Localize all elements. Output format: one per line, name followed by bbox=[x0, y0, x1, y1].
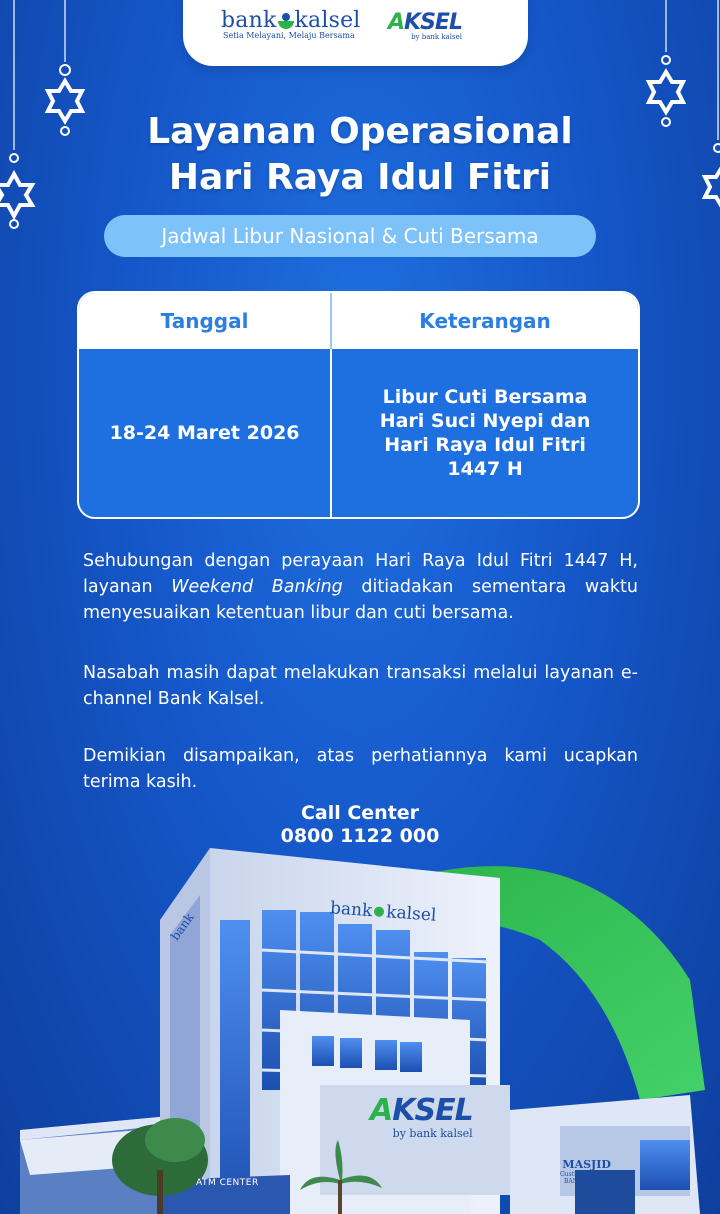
building-aksel-rest: KSEL bbox=[392, 1093, 473, 1128]
call-center-label: Call Center bbox=[300, 802, 420, 824]
masjid-sign-sub: Gusti bank Kalsel bbox=[560, 1171, 614, 1178]
aksel-logo-sub: by bank kalsel bbox=[411, 33, 462, 41]
logo-tab bbox=[183, 0, 528, 66]
table-header bbox=[79, 293, 638, 349]
description-line: 1447 H bbox=[447, 458, 523, 480]
weekend-banking-emphasis: Weekend Banking bbox=[171, 577, 343, 597]
header-tanggal: Tanggal bbox=[79, 293, 332, 349]
description-line: Libur Cuti Bersama bbox=[382, 386, 588, 408]
logo-mark-icon bbox=[374, 906, 385, 917]
paragraph-closing: Demikian disampaikan, atas perhatiannya kami ucapkan terima kasih. bbox=[83, 746, 638, 792]
paragraph-echannel: Nasabah masih dapat melakukan transaksi melalui layanan e-channel Bank Kalsel. bbox=[83, 663, 638, 709]
aksel-logo-rest: KSEL bbox=[404, 10, 462, 35]
paragraph-weekend-banking bbox=[83, 548, 638, 626]
masjid-sign bbox=[560, 1158, 613, 1185]
bank-building-illustration bbox=[0, 840, 720, 1214]
description-line: Hari Raya Idul Fitri bbox=[384, 434, 586, 456]
building-aksel-a: A bbox=[370, 1093, 393, 1128]
bank-kalsel-logo-right: kalsel bbox=[294, 8, 361, 33]
schedule-table bbox=[77, 291, 640, 519]
aksel-logo bbox=[388, 10, 462, 41]
paragraph-text: ditiadakan sementara waktu menyesuaikan ketentuan libur dan cuti bersama. bbox=[83, 577, 638, 623]
building-aksel-sub: by bank kalsel bbox=[392, 1127, 473, 1140]
bank-kalsel-tagline: Setia Melayani, Melaju Bersama bbox=[223, 31, 355, 40]
page-title-line-1: Layanan Operasional bbox=[147, 111, 573, 152]
page-title-line-2: Hari Raya Idul Fitri bbox=[168, 157, 552, 198]
cell-description bbox=[332, 349, 638, 517]
logo-mark-icon bbox=[278, 13, 294, 29]
building-sign-kalsel: kalsel bbox=[385, 902, 437, 926]
bank-kalsel-logo-left: bank bbox=[221, 8, 277, 33]
paragraph-text: Sehubungan dengan perayaan Hari Raya Idul Fitri 1447 H, layanan bbox=[83, 551, 638, 597]
schedule-subtitle-pill: Jadwal Libur Nasional & Cuti Bersama bbox=[104, 215, 596, 257]
building-side-sign-text: bank bbox=[168, 910, 197, 944]
bank-kalsel-logo bbox=[221, 8, 361, 40]
description-line: Hari Suci Nyepi dan bbox=[379, 410, 591, 432]
masjid-sign-title: MASJID bbox=[562, 1158, 611, 1171]
atm-center-sign: ATM CENTER bbox=[196, 1178, 259, 1188]
table-row bbox=[79, 349, 638, 517]
aksel-logo-a: A bbox=[388, 10, 405, 35]
header-keterangan: Keterangan bbox=[419, 309, 551, 333]
masjid-sign-sub2: BANK KALSEL bbox=[563, 1178, 610, 1185]
building-sign-bank: bank bbox=[329, 898, 374, 922]
call-center-number[interactable]: 0800 1122 000 bbox=[280, 825, 440, 847]
building-aksel-sign bbox=[370, 1095, 473, 1140]
cell-date: 18-24 Maret 2026 bbox=[79, 349, 332, 517]
